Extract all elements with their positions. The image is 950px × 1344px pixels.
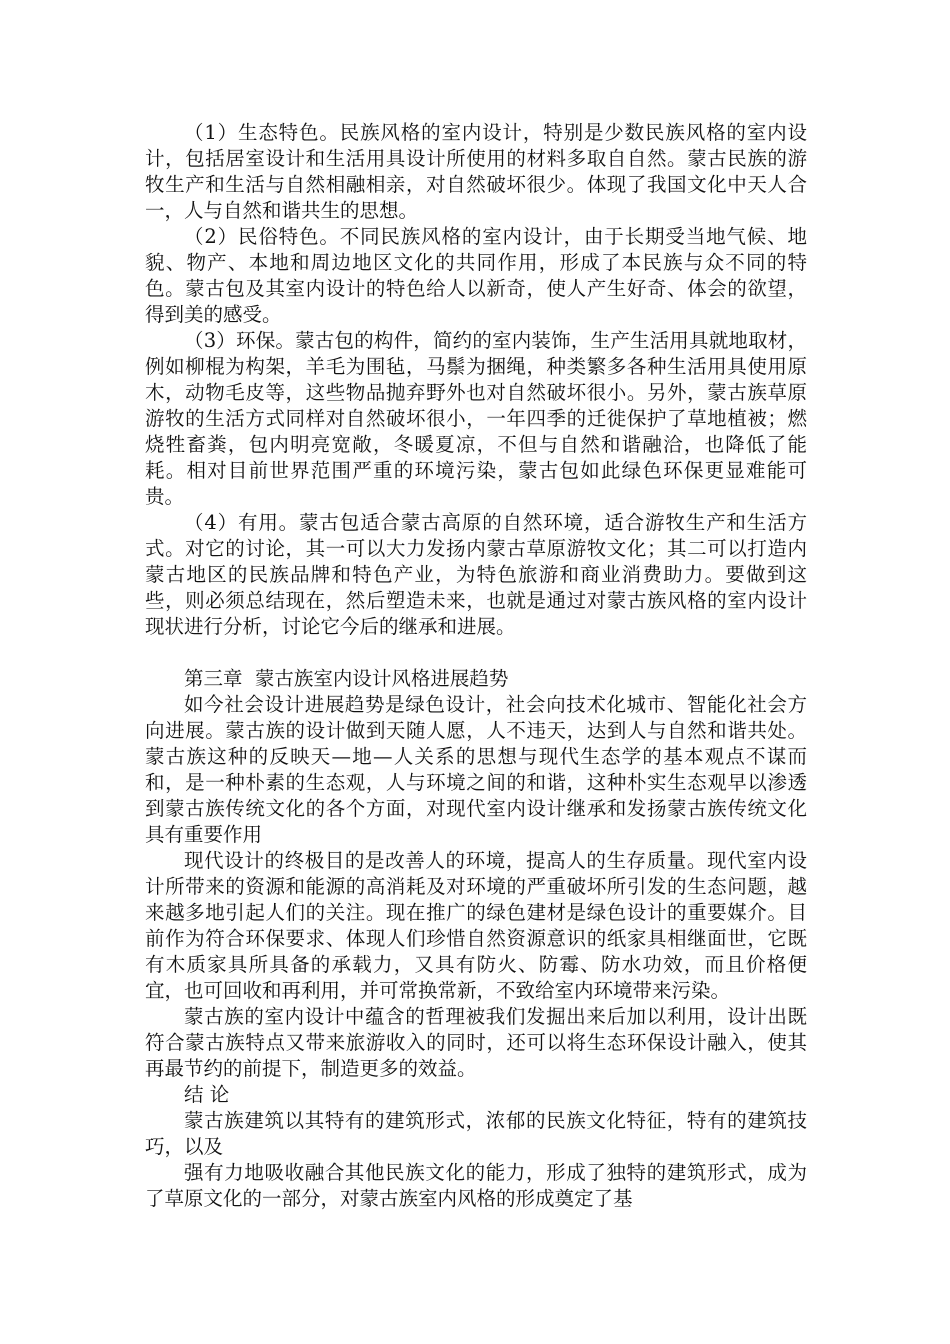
- document-page: [145, 120, 807, 1212]
- paragraph-ecological-feature: （1）生态特色。民族风格的室内设计，特别是少数民族风格的室内设计，包括居室设计和生活用具设计所使用的材料多取自自然。蒙古民族的游牧生产和生活与自然相融相亲，对自然破坏很少。体现了我国文化中天人合一，人与自然和谐共生的思想。: [145, 121, 807, 222]
- chapter-heading: 第三章 蒙古族室内设计风格进展趋势: [184, 667, 509, 690]
- conclusion-heading: 结 论: [184, 1083, 230, 1106]
- section-spacer: [145, 640, 807, 666]
- paragraph-folk-feature: （2）民俗特色。不同民族风格的室内设计，由于长期受当地气候、地貌、物产、本地和周边地区文化的共同作用，形成了本民族与众不同的特色。蒙古包及其室内设计的特色给人以新奇，使人产生好奇、体会的欲望，得到美的感受。: [145, 225, 807, 326]
- paragraph-green-design-trend: 如今社会设计进展趋势是绿色设计，社会向技术化城市、智能化社会方向进展。蒙古族的设计做到天随人愿，人不违天，达到人与自然和谐共处。蒙古族这种的反映天—地—人关系的思想与现代生态学的基本观点不谋而和，是一种朴素的生态观，人与环境之间的和谐，这种朴实生态观早以渗透到蒙古族传统文化的各个方面，对现代室内设计继承和发扬蒙古族传统文化具有重要作用: [145, 693, 807, 846]
- paragraph-modern-design-goal: 现代设计的终极目的是改善人的环境，提高人的生存质量。现代室内设计所带来的资源和能源的高消耗及对环境的严重破坏所引发的生态问题，越来越多地引起人们的关注。现在推广的绿色建材是绿色设计的重要媒介。目前作为符合环保要求、体现人们珍惜自然资源意识的纸家具相继面世，它既有木质家具所具备的承载力，又具有防火、防霉、防水功效，而且价格便宜，也可回收和再利用，并可常换常新，不致给室内环境带来污染。: [145, 849, 807, 1002]
- paragraph-conclusion-part1: 蒙古族建筑以其特有的建筑形式，浓郁的民族文化特征，特有的建筑技巧，以及: [145, 1109, 807, 1158]
- paragraph-usefulness: （4）有用。蒙古包适合蒙古高原的自然环境，适合游牧生产和生活方式。对它的讨论，其一可以大力发扬内蒙古草原游牧文化；其二可以打造内蒙古地区的民族品牌和特色产业，为特色旅游和商业消费助力。要做到这些，则必须总结现在，然后塑造未来，也就是通过对蒙古族风格的室内设计现状进行分析，讨论它今后的继承和进展。: [145, 511, 807, 638]
- paragraph-environmental-protection: （3）环保。蒙古包的构件，简约的室内装饰，生产生活用具就地取材，例如柳棍为构架，羊毛为围毡，马鬃为捆绳，种类繁多各种生活用具使用原木，动物毛皮等，这些物品抛弃野外也对自然破坏很小。另外，蒙古族草原游牧的生活方式同样对自然破坏很小，一年四季的迁徙保护了草地植被；燃烧牲畜粪，包内明亮宽敞，冬暖夏凉，不但与自然和谐融洽，也降低了能耗。相对目前世界范围严重的环境污染，蒙古包如此绿色环保更显难能可贵。: [145, 329, 807, 508]
- paragraph-conclusion-part2: 强有力地吸收融合其他民族文化的能力，形成了独特的建筑形式，成为了草原文化的一部分，对蒙古族室内风格的形成奠定了基: [145, 1161, 807, 1210]
- paragraph-design-philosophy: 蒙古族的室内设计中蕴含的哲理被我们发掘出来后加以利用，设计出既符合蒙古族特点又带来旅游收入的同时，还可以将生态环保设计融入，使其再最节约的前提下，制造更多的效益。: [145, 1005, 807, 1080]
